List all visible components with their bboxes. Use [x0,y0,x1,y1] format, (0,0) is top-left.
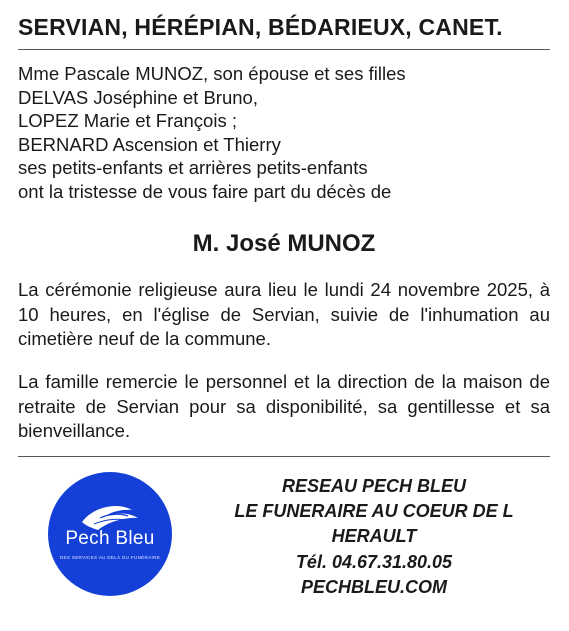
mourners-list [18,62,550,203]
mourner-line: DELVAS Joséphine et Bruno, [18,86,258,108]
mourner-line: BERNARD Ascension et Thierry [18,133,281,155]
mourner-line: LOPEZ Marie et François ; [18,110,237,131]
mourner-line: ont la tristesse de vous faire part du décès de [18,180,392,202]
bottom-divider [18,456,550,457]
deceased-name: M. José MUNOZ [192,230,376,257]
ceremony-paragraph: La cérémonie religieuse aura lieu le lundi 24 novembre 2025, à 10 heures, en l'église de Servian, suivie de l'inhumation au cimetière neuf de la commune. [18,279,550,349]
contact-line: LE FUNERAIRE AU COEUR DE L [234,501,514,522]
top-divider [18,49,550,50]
contact-phone: Tél. 04.67.31.80.05 [295,551,453,572]
mourner-line: Mme Pascale MUNOZ, son épouse et ses filles [18,63,406,84]
contact-website: PECHBLEU.COM [300,576,447,597]
contact-line: RESEAU PECH BLEU [281,476,467,496]
mourner-line: ses petits-enfants et arrières petits-enfants [18,157,368,178]
logo-tagline: DES SERVICES AU DELÀ DU FUNÉRAIRE [59,555,161,560]
funeral-home-contact [195,474,553,600]
contact-line: HERAULT [331,526,417,547]
locations-header: SERVIAN, HÉRÉPIAN, BÉDARIEUX, CANET. [18,14,503,40]
pech-bleu-logo [48,472,172,596]
thanks-paragraph: La famille remercie le personnel et la direction de la maison de retraite de Servian pour sa disponibilité, sa gentillesse et sa bienveillance. [18,371,550,441]
logo-brand-name: Pech Bleu [65,528,155,549]
